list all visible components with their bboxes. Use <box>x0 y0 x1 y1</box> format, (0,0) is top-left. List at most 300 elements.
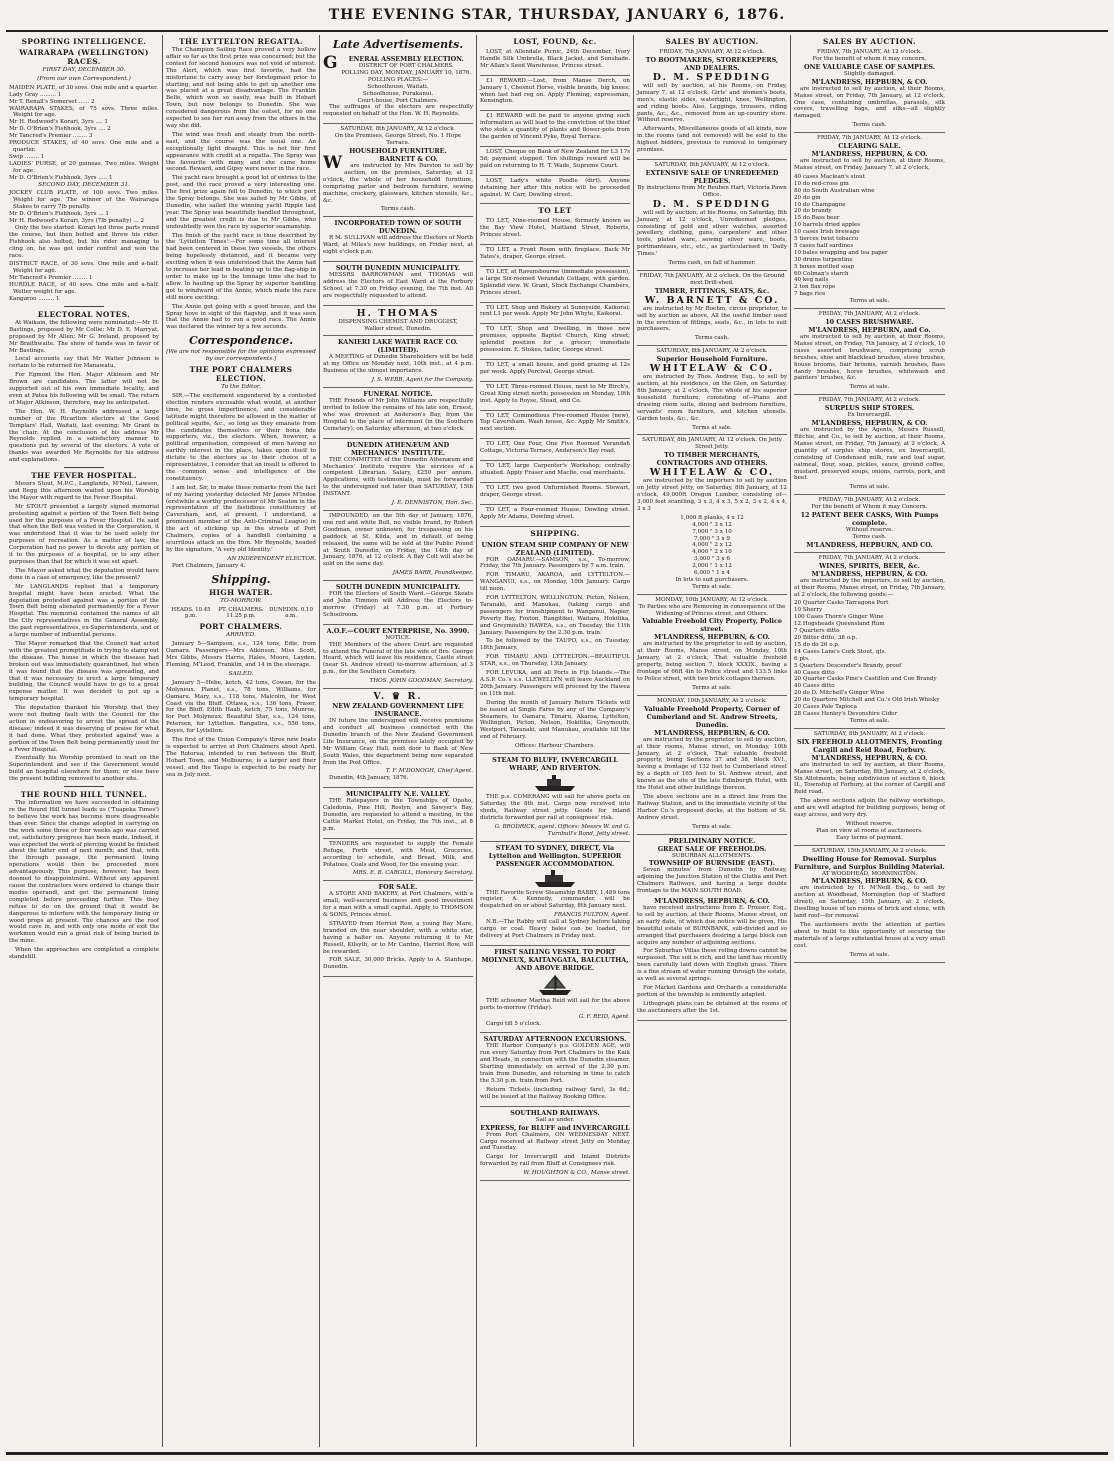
ad-body: Cargo for Invercargill and Inland Districts forwarded by rail from Bluff at Consignees risk. <box>480 1154 630 1168</box>
ad-title: SOUTHLAND RAILWAYS. <box>510 1108 600 1117</box>
steamship-icon <box>533 870 577 888</box>
ad-sub: POLLING DAY, MONDAY, JANUARY 10, 1876. <box>341 69 472 76</box>
divider <box>64 306 104 307</box>
ad-sub: To Parties who are Removing in consequence of the Widening of Princes street, and Others. <box>638 603 786 617</box>
ad-title: SOUTH DUNEDIN MUNICIPALITY. <box>335 264 461 273</box>
ad-name: WHITELAW & CO. <box>649 467 775 479</box>
ad-body: Afterwards, Miscellaneous goods of all kinds, now in the rooms (and not removed) will be sold to the highest bidders, previous to removal to temporary premises. <box>637 126 787 154</box>
ad-title: SOUTH DUNEDIN MUNICIPALITY. <box>335 583 461 592</box>
ad-body: R M. SULLIVAN will address the Electors of North Ward, at Miles's new buildings, on Friday next, at eight o'clock p.m. <box>323 235 473 256</box>
ad-excursions <box>480 1033 630 1106</box>
ad-name: M'LANDRESS, HEPBURN, & CO. <box>811 150 928 159</box>
ad-to-let <box>480 303 630 325</box>
ad-sub: By instructions from Mr Reuben Hart, Victoria Pawn Office. <box>637 184 787 198</box>
ad-signature: W. HOUGHTON & CO., Manse street. <box>523 1170 630 1177</box>
ad-body: MESSRS BARROWMAN and THOMAS will address the Electors of East Ward at the Forbury School, at 7.30 on Friday evening, the 7th inst. All are respectfully requested to attend. <box>323 272 473 299</box>
ad-body: are instructed by the proprietor to sell by auction, at their rooms, Manse street, on Monday, 10th January, at 2 o'clock, That valuable freehold property, being Sections 37 and 38, block XVI., having a frontage of 132 feet to Cumberland street by a depth of 165 feet to St. Andrew street, and known as the site of the late Edinburgh Hotel, with the Hotel and other buildings thereon. <box>637 736 787 792</box>
list-item: 3,000 " 3 x 6 <box>694 556 730 563</box>
ad-ne-valley <box>323 788 473 839</box>
ad-title: EXTENSIVE SALE OF UNREDEEMED PLEDGES. <box>645 168 779 185</box>
list-item: 4,000 " 2 x 10 <box>692 549 732 556</box>
ad-body: TO LET, a small house, and good grazing at 12s per week. Apply Percival, George street. <box>480 362 630 375</box>
ad-body: will sell by auction, at his Rooms, on Friday, January 7, at 12 o'clock, Girls' and women's boots, men's, elastic sides, watertight, knee, Wellington, and riding boots. Also, Leggings, trousers, riding pants, &c., &c., removed from an up-country store. Without reserve. <box>637 82 787 124</box>
ad-title: HOUSEHOLD FURNITURE. <box>349 146 447 155</box>
to-editor: To the Editor. <box>221 384 261 391</box>
article-paragraph: The Champion Sailing Race proved a very hollow affair so far as the first prize was concerned; but the contest for second honours was not void of interest. The Alert, which was first favorite, had the misfortune to carry away her foretopmast prior to starting, and not being able to get up another one was placed at a great disadvantage. The Franklin Belle, which won so easily, was built in Hobart Town, but now belongs to Dunedin. She was considered dangerous from the outset, for no one expected to see her run away from the others in the way she did. <box>166 47 316 129</box>
ad-body: The auctioneers invite the attention of parties about to build to this opportunity of securing the materials of a large substantial house at a very small cost. <box>794 922 945 949</box>
ad-name: M'LANDRESS, HEPBURN, & CO. <box>811 569 928 578</box>
race-title: JOCKEY CLUB PLATE, of 100 sovs. Two miles. Weight for age. The winner of the Wairarapa Stakes to carry 7lb penalty. <box>9 190 159 211</box>
ad-body: are instructed by Mr Boehm, circus proprietor, to sell by auction as above, All the useful timber used in the erection of fittings, seats, &c., in lots to suit purchasers. <box>637 305 787 333</box>
article-paragraph: The information we have succeeded in obtaining re the Round Hill tunnel leads us ('Tuapeka Times') to believe the work has become more disagreeable than ever. Since the change adopted in carrying on the work some three or four weeks ago was carried out, satisfactory progress has been made. Indeed, it was expected the work of piercing would be finished about the latter end of next month; and that, with the through passage, the permanent lining operations would then be proceeded more advantageously. This purpose, however, has been doomed to disappointment. Without any apparent cause the contractors were ordered to change their modus operandi, and get the permanent lining completed before proceeding further. This they refuse to do on the ground that it would be dangerous to interfere with the temporary lining or wood props at present. The chances are the roof would cave in, and with only one mode of exit the workmen would run a great risk of being buried in the mine. <box>9 800 159 945</box>
list-item: 30 drums turpentine <box>794 256 853 263</box>
race-result: Mr D. O'Brien's Fishhook, 3yrs ... 1 <box>9 211 109 218</box>
ad-name: M'LANDRESS, HEPBURN, and Co. <box>808 326 931 334</box>
races-day1: FIRST DAY, DECEMBER 30. <box>42 67 126 73</box>
ad-date: Dunedin, 4th January, 1876. <box>329 775 409 782</box>
race-result: Mr D. O'Brien's Fishhook, 3yrs ..... 1 <box>9 174 113 181</box>
ad-sub: For the benefit of whom it may concern. <box>812 55 927 62</box>
ad-sub: Without reserve. <box>845 820 894 827</box>
ad-terms: Terms at sale. <box>849 717 890 724</box>
electoral-heading: ELECTORAL NOTES. <box>37 309 131 319</box>
article-paragraph: The Mayor remarked that the Council had acted with the greatest promptitude in trying to stamp out the disease. The house in which the disease had broken out was immediately quarantined, but when it was found that the disease was spreading, and that it was necessary to erect a large temporary building, the Council would have to go to a great expense matter. It was decided to put up a temporary hospital. <box>9 640 159 703</box>
list-item: 10 cases Irish brewage <box>794 229 860 236</box>
list-item: 80 do South Australian wine <box>794 187 875 194</box>
ad-body: FOR OAMARU.—SAMSON, s.s., To-morrow, Friday, the 7th January. Passengers by 7 a.m. train. <box>480 556 630 570</box>
sailed-text: January 5—Hebe, ketch, 42 tons, Cowan, for the Molyneux. Planet, s.s., 78 tons, Williams, for Oamaru. Mary, s.s., 118 tons, Malcolm, for West Coast via the Bluff. Ottawa, s.s., 136 tons, Fraser, for the Bluff. Edith Haab, ketch, 75 tons, Munroe, for Port Molyneux. Beautiful Star, s.s., 124 tons, Petersen, for Lyttelton. Rangatira, s.s., 556 tons, Boyes, for Lyttelton. <box>166 679 316 735</box>
ad-body: TO LET, Commodious Five-roomed House (new), Top Caversham. Wash house, &c. Apply Mr Smith's, next section. <box>480 412 630 433</box>
article-paragraph: The Mayor asked what the deputation would have done in a case of emergency, like the present? <box>9 567 159 581</box>
ad-wines-spirits <box>794 553 945 729</box>
polling-place: Court-house, Port Chalmers. <box>357 97 439 104</box>
ad-name: M'LANDRESS, HEPBURN, & CO. <box>654 633 770 642</box>
ad-body: will sell by auction, at his Rooms, on Saturday, 8th January, at 12 o'clock, Unredeemed pledges, consisting of gold and silver watches, assorted jewellery, clothing, guns, carpenters' and other tools, plated ware, sewing silver ware, boots, portmanteaus, etc., etc., as particularised in 'Daily Times.' <box>637 209 787 258</box>
ad-body: The above sections adjoin the railway workshops, and are well adapted for building purposes, being of easy access, and very dry. <box>794 798 945 819</box>
ad-name: D. M. SPEDDING <box>652 198 772 210</box>
list-item: 4,000 " 3 x 12 <box>692 521 732 528</box>
ad-body: are instructed to sell by auction, at their Rooms, Manse street, on Saturday, 8th January, at 2 o'clock, Six Allotments, being subdivision of section 6, block II., Township of Forbury, at the corner of Cargill and Reid road. <box>794 761 945 796</box>
ad-date: FRIDAY, 7th JANUARY, At 2 o'clock. <box>818 311 921 318</box>
list-item: 40 Cases ditto <box>794 669 835 676</box>
ad-title: FUNERAL NOTICE. <box>363 390 433 399</box>
ad-body: THE Members of the above Court are requested to attend the Funeral of the late wife of Bro. George Heard, which will leave his residence, Castle street (near St. Andrew street) to-morrow afternoon, at 3 p.m., for the Southern Cemetery. <box>323 641 473 676</box>
shipping-note: The first of the Union Company's three new boats is expected to arrive at Port Chalmers about April. The Rotorua, intended to run between the Bluff, Hobart Town, and Melbourne, is a larger and finer vessel, and the Taupo is expected to be ready for sea in July next. <box>166 737 316 778</box>
ad-body: are instructed to sell by auction, at their Rooms, Manse street, on Friday, 7th January, at 12 o'clock, One case, containing umbrellas, parasols, silk covers, travelling bags, and silks—all slightly damaged. <box>794 85 945 120</box>
ad-terms: Terms at sale. <box>692 583 732 590</box>
ad-date: SATURDAY, 8th JANUARY, At 12 o'clock. <box>654 161 770 168</box>
ad-steam-sydney <box>480 842 630 946</box>
ad-body: LOST, Cheque on Bank of New Zealand for L3 17s 5d; payment stopped. Ten shillings reward will be paid on returning to H. T. Wade, Supreme Court. <box>480 148 630 169</box>
ad-signature: J. S. WEBB, Agent for the Company. <box>371 377 473 384</box>
ad-title: TOWNSHIP OF BURNSIDE (EAST). <box>648 859 776 868</box>
ad-date: FRIDAY, 7th JANUARY, At 2 o'clock. <box>818 397 921 404</box>
list-item: 5 boxes mottled soap <box>794 263 855 270</box>
arrived-heading: ARRIVED. <box>226 632 256 639</box>
list-item: 7 bags rice <box>794 291 826 298</box>
list-item: 1,000 ft planks, 4 x 12 <box>680 514 744 521</box>
ad-southland-railways <box>480 1107 630 1181</box>
race-result: Mr T. Renall's Somerset ...... 2 <box>9 98 95 105</box>
ad-body: FOR LYTTELTON, WELLINGTON, Picton, Nelson, Taranaki, and Manukau, (taking cargo and passengers for transhipment to Wanganui, Napier, Poverty Bay, Foxton, Rangitikei, Waitara, Hokitika, and Greymouth) HAWEA, s.s., on Tuesday, the 11th January. Passengers by the 2.30 p.m. train. <box>480 595 630 636</box>
ad-body: TO LET, One Four, One Five Roomed Verandah Cottage, Victoria Terrace, Anderson's Bay road. <box>480 441 630 455</box>
ad-to-let <box>480 439 630 461</box>
ad-body: are instructed to sell by auction, at their Rooms, Manse street, on Friday, January 7, at 2 o'clock, <box>794 158 945 171</box>
ad-date: SATURDAY, 8th JANUARY, At 2 o'clock. <box>656 348 768 355</box>
ad-body: From Port Chalmers, ON WEDNESDAY NEXT. Cargo received at Railway street Jetty on Monday and Tuesday. <box>480 1131 630 1152</box>
port-chalmers-heading: PORT CHALMERS. <box>199 622 283 632</box>
correspondence-note: [We are not responsible for the opinions expressed by our correspondents.] <box>166 349 316 363</box>
divider <box>64 467 104 468</box>
ad-body: are instructed by Mrs Burston to sell by auction, on the premises, Saturday, at 12 o'clock, the whole of her household furniture, comprising parlor and bedroom furniture, sewing machine, crockery, glassware, kitchen utensils, &c., &c. <box>323 162 473 204</box>
regatta-heading: THE LYTTELTON REGATTA. <box>179 37 303 46</box>
ad-terms: Terms at sale. <box>849 384 890 391</box>
ad-ship-stores <box>794 395 945 495</box>
ad-date: MONDAY, 10th JANUARY, At 2 o'clock. <box>657 697 767 704</box>
ad-terms: Terms at sale. <box>849 951 890 958</box>
list-item: 20 Quarter Casks Pine's Castillon and Coe Brandy <box>794 676 937 683</box>
ad-title: EXPRESS, for BLUFF and INVERCARGILL <box>480 1123 630 1132</box>
article-paragraph: Local accounts say that Mr Walter Johnson is certain to be returned for Manawatu. <box>9 356 159 370</box>
ad-for-sale <box>323 881 473 977</box>
ad-lost <box>480 176 630 205</box>
ad-title: STEAM TO SYDNEY, DIRECT, Via Lyttelton and Wellington. SUPERIOR PASSENGER ACCOMMODATION. <box>488 843 622 868</box>
ad-body: THE Friends of Mr John Williams are respectfully invited to follow the remains of his late son, Ernest, who was drowned at Anderson's Bay, from the Hospital to the place of interment (in the Southern Cemetery), on Saturday afternoon, at two o'clock. <box>323 398 473 432</box>
high-water-dunedin: DUNEDIN. 0.10 a.m. <box>269 606 313 620</box>
race-result: Mr H. Redwood's Korari, 3yrs .... 1 <box>9 119 108 126</box>
column-4 <box>477 35 634 1447</box>
high-water-table <box>166 607 316 621</box>
ad-to-let <box>480 382 630 411</box>
ad-signature: MRS. E. B. CARGILL, Honorary Secretary. <box>352 870 473 877</box>
list-item: 10 Sherry <box>794 607 823 614</box>
ad-sub: Offices: Harbour Chambers. <box>515 743 595 750</box>
ad-body: For Suburban Villas these rolling downs cannot be surpassed. The soil is rich, and the land has recently been carefully laid down with English grass. There is a fine stream of water running through the estate, as well as several springs. <box>637 948 787 983</box>
list-item: 4,000 " 2 x 12 <box>692 542 732 549</box>
masthead: THE EVENING STAR, THURSDAY, JANUARY 6, 1876. <box>328 7 786 23</box>
ad-woodhead <box>794 846 945 963</box>
ad-name: M'LANDRESS, HEPBURN, & CO. <box>811 753 928 762</box>
article-paragraph: The wind was fresh and steady from the north-east, and the course was the usual one. An exceptionally light draught. This is not her first appearance with credit at a regatta. The Spray was the favourite with many, and she came home second. Reward, and Gipsy were never in the race. <box>166 131 316 173</box>
article-paragraph: Mr STOUT presented a largely signed memorial protesting against a portion of the Town Belt being used for the purposes of a Fever Hospital. He said that when the Belt was vested in the Corporation, it was understood that it was to be used solely for purposes of recreation. As a matter of law, the Corporation had no power to devote any portion of it to the purposes of a hospital, or to any other purposes than that for which it was set apart. <box>9 503 159 565</box>
sailed-heading: SAILED. <box>228 670 254 677</box>
races-heading: WAIRARAPA (WELLINGTON) RACES. <box>19 48 149 66</box>
ad-forbury-allotments <box>794 729 945 846</box>
ad-lost <box>480 47 630 76</box>
list-item: 14 Cases Lane's Cork Stout, qts. <box>794 648 887 655</box>
arrived-text: January 5—Sampson, s.s., 124 tons, Edie, from Oamaru. Passengers—Mrs Atkinson, Miss Scott, Mrs Gibbs, Messrs Harris, Hales, Moore, Layden, Fleming, M'Leod, Franklin, and 14 in the steerage. <box>166 641 316 668</box>
ad-household-furniture <box>323 124 473 217</box>
ad-signature: T. F. M'DONOGH, Chief Agent. <box>385 768 473 775</box>
ad-name: M'LANDRESS, HEPBURN, & CO. <box>654 897 770 906</box>
column-3 <box>320 35 477 1447</box>
ad-body: FOR TIMARU AND LYTTELTON.—BEAUTIFUL STAR, s.s., on Thursday, 13th January. <box>480 654 630 668</box>
ad-title: Superior Household Furniture. <box>656 355 768 364</box>
ad-body: TENDERS are requested to supply the Female Refuge, Forth street, with Meat, Groceries, according to schedule, and Bread, Milk, and Potatoes, Coals and Wood, for the ensuing year. <box>323 840 473 868</box>
ad-date: FRIDAY, 7th JANUARY, At 2 o'clock. On the Ground next Drill-shed. <box>639 272 785 286</box>
ad-athenaeum <box>323 439 473 511</box>
ad-body: THE Harbor Company's p.s. GOLDEN AGE, will run every Saturday from Port Chalmers to the Kaik and Heads, in connection with the Dunedin steamer. Starting immediately on arrival of the 2.30 p.m. train from Dunedin, and returning in time to catch the 5.30 p.m. train from Port. <box>480 1043 630 1084</box>
ad-date: SATURDAY, 15th JANUARY, At 2 o'clock. <box>812 847 927 854</box>
ad-south-dunedin <box>323 217 473 262</box>
ad-to-let <box>480 267 630 303</box>
sailing-ship-icon <box>537 974 573 996</box>
ad-signature: FRANCIS FULTON, Agent. <box>554 912 630 919</box>
ad-body: TO LET, Three-roomed House, next to Mr Birch's, Great King street north; possession on Monday, 10th inst. Apply to Royse, Stead, and Co. <box>480 383 630 404</box>
ad-title: Valuable Freehold City Property, Police street. <box>642 617 782 634</box>
ad-to-let <box>480 216 630 245</box>
ad-signature: G. BRODRICK, agent. Offices: Messrs W. and G. Turnbull's Bond, Jetty street. <box>494 823 630 837</box>
ad-impounded <box>323 511 473 581</box>
article-paragraph: The yacht race brought a good lot of entries to the post, and the race proved a very interesting one. The first prize again fell to Dunedin, to which port the Spray belongs. She was sailed by Mr Gibbs, of Dunedin, who sailed the winning yacht Ripple last year. The Spray was beautifully handled throughout, and the greatest credit is due to Mr Gibbs, who undoubtedly won the race by superior seamanship. <box>166 175 316 230</box>
fever-heading: THE FEVER HOSPITAL. <box>31 471 137 481</box>
ad-to-let <box>480 360 630 382</box>
list-item: 10 do Champagne <box>794 201 846 208</box>
ad-body: FOR the Electors of South Ward.—George Skeats and John Timmon will Address the Electors to-morrow (Friday) at 7.30 p.m. at Forbury Schoolroom. <box>323 591 473 618</box>
ad-body: TO LET, a Front Room with fireplace. Back Mr Yates's, draper, George street. <box>480 247 630 261</box>
race-title: HURDLE RACE, of 40 sovs. One mile and a-half. Welter weight for age. <box>9 282 159 296</box>
ad-terms: Terms cash. <box>852 122 887 129</box>
ad-body: During the month of January Return Tickets will be issued at Single Fares by any of the Company's Steamers, to Oamaru, Timaru, Akaroa, Lyttelton, Wellington, Picton, Nelson, Hokitika, Greymouth, Westport, Taranaki, and Manukau, available till the end of February. <box>480 699 630 741</box>
ad-sub: Cargo till 5 o'clock. <box>486 1020 542 1027</box>
ad-body: To be followed by the TAUPO, s.s., on Tuesday, 18th January. <box>480 638 630 652</box>
ad-sub: NOTICE. <box>385 634 411 641</box>
ad-sub: Slightly damaged. <box>843 70 896 77</box>
vr-monogram: V. ♛ R. <box>373 691 423 703</box>
race-title: WAIRARAPA STAKES, of 75 sovs. Three miles. Weight for age. <box>9 105 159 119</box>
masthead-rule <box>6 30 1108 32</box>
ad-date: SATURDAY, 8th JANUARY, At 12 o'clock. On Jetty Street Jetty. <box>642 437 782 451</box>
race-title: MAIDEN PLATE, of 30 sovs. One mile and a quarter. <box>9 84 158 91</box>
ad-date: FRIDAY, 7th JANUARY, At 12 o'clock. <box>659 49 765 55</box>
column-1 <box>6 35 163 1447</box>
race-result: Mr Tancred's Premier ........ 3 <box>9 133 93 140</box>
ad-funeral <box>323 388 473 439</box>
ad-terms: Terms cash. <box>695 335 729 342</box>
sales-heading: SALES BY AUCTION. <box>665 37 759 46</box>
pc-election-heading: THE PORT CHALMERS ELECTION. <box>189 365 293 384</box>
ad-body: THE p.s. COMERANG will sail for above ports on Saturday, the 8th inst. Cargo now received into sheds, Railway street jetty. Goods for inland districts forwarded per rail at consignees' risk. <box>480 794 630 821</box>
ad-title: CLEARING SALE. <box>838 142 901 151</box>
list-item: 20 do gin <box>794 194 821 201</box>
ad-title: UNION STEAM SHIP COMPANY OF NEW ZEALAND (LIMITED). <box>481 540 629 557</box>
list-item: 40 cases Maclean's stout <box>794 173 865 180</box>
ad-body: IMPOUNDED, on the 5th day of January, 1876, one red and white Bull, no visible brand, by Robert Goodman, owner unknown, for trespassing on his paddock at St. Kilda, and in default of being released, the same will be sold at the Public Pound at South Dunedin, on Friday, the 14th day of January, 1876, at 12 o'clock. A Bay Colt will also be sold on the same day. <box>323 512 473 568</box>
ad-body: are instructed by the proprietor to sell by auction, at their Rooms, Manse street, on Monday, 10th January, at 2 o'clock, That valuable freehold property, being section 7, block XXXIX., having a frontage of 66ft 4in to Police street and 133.5 links to Police street, with two brick cottages thereon. <box>637 641 787 682</box>
high-water-heads: HEADS. 10.45 p.m. <box>171 606 211 620</box>
ad-body: THE Favorite Screw Steamship RABBY, 1,489 tons register, A. Kennedy, commander, will be despatched on or about Saturday, 8th January next. <box>480 889 630 910</box>
race-note: Only the two started. Korari led three parts round the course, but then bolted and threw his rider. Fishhook also bolted, but his rider managing to cling on, he was got under control and won the race. <box>9 224 159 259</box>
ad-date: FRIDAY, 7th JANUARY, At 2 o'clock. <box>818 497 921 504</box>
ad-body: For Market Gardens and Orchards a considerable portion of the township is eminently adapted. <box>637 985 787 998</box>
column-5 <box>634 35 791 1447</box>
ad-name: W. BARNETT & CO. <box>644 294 780 306</box>
article-paragraph: When the approaches are completed a complete standstill. <box>9 947 159 961</box>
ad-body: TO LET, Shop and Bakery at Sunnyside, Kaikorai; rent L1 per week. Apply Mr John Whyte, Kaikorai. <box>480 304 630 318</box>
ad-body: Seven minutes' from Dunedin by Railway, adjoining the Junction Station of the Clutha and Port Chalmers Railways, and having a large double frontage to the MAIN SOUTH ROAD. <box>637 867 787 895</box>
race-result: Swip ........ 1 <box>9 153 45 160</box>
ad-sub: In lots to suit purchasers. <box>675 576 749 583</box>
ad-to-let <box>480 245 630 267</box>
article-paragraph: The Hon. W. H. Reynolds addressed a large number of the Ricarlton electors at the Good Templars' Hall, Waitati, last evening; Mr Grant in the chair. At the conclusion of his address Mr Reynolds replied in a satisfactory manner to questions put by several of the electors. A vote of thanks was awarded Mr Reynolds for his address and explanations. <box>9 408 159 464</box>
ad-date: FRIDAY, 7th JANUARY, At 2 o'clock. <box>818 554 921 561</box>
race-title: PRODUCE STAKES, of 40 sovs. One mile and a quarter. <box>9 140 159 153</box>
ad-title: TIMBER, FITTINGS, SEATS, &c. <box>654 286 770 295</box>
race-title: DISTRICT RACE, of 30 sovs. One mile and a-half. Weight for age. <box>9 261 159 275</box>
bottom-rule <box>6 1452 1108 1455</box>
article-paragraph: For Egmont the Hon. Major Atkinson and Mr Brown are candidates. The latter will not be supported out of his own immediate locality, and even at Patea his following will be small. The return of Major Atkinson, therefore, may be anticipated. <box>9 372 159 406</box>
ad-body: have received instructions from E. Prosser, Esq., to sell by auction, at their Rooms, Manse street, on an early date, of which due notice will be given, His beautiful estate of BURNBANK, sub-divided and so arranged that purchasers desiring a large block can acquire any number of adjoining sections. <box>637 905 787 946</box>
sales-heading: SALES BY AUCTION. <box>823 37 916 46</box>
ad-body: THE COMMITTEE of the Dunedin Athenæum and Mechanics' Institute require the services of a competent Librarian. Salary, £250 per annum. Applications, with testimonials, must be forwarded to the undersigned not later than SATURDAY, 15th INSTANT. <box>323 456 473 498</box>
ad-police-street <box>637 595 787 696</box>
list-item: 40 keg nails <box>794 277 829 284</box>
ad-name: M'LANDRESS, HEPBURN, & CO. <box>811 877 928 886</box>
ad-body: are instructed by H. M'Neill Esq., to sell by auction at Woodhead, Mornington (top of Stafford street), on Saturday, 15th January, at 2 o'clock, Dwelling house of ten rooms of brick and stone, with land roof—for removal. <box>794 885 945 920</box>
correspondence-heading: Correspondence. <box>188 334 294 348</box>
list-item: 2 ton flax rope <box>794 284 836 291</box>
list-item: 20 do D. Mitchell's Ginger Wine <box>794 690 885 697</box>
column-2 <box>163 35 320 1447</box>
ad-body: £1 REWARD will be paid to anyone giving such information as will lead to the conviction of the thief who stole a quantity of plants and flower-pots from the garden of Vincent Pyke, Royal Terrace. <box>480 113 630 141</box>
lost-found-heading: LOST, FOUND, &c. <box>513 37 597 46</box>
ad-title: ENERAL ASSEMBLY ELECTION. <box>348 55 464 63</box>
ad-title: Dwelling House for Removal. Surplus Furniture, and Surplus Building Material. <box>794 854 945 871</box>
ad-body: N.B.—The Rabby will call at Sydney before taking cargo or coal. Heavy bales can be loaded, for delivery at Port Chalmers in Friday next. <box>480 919 630 939</box>
ad-body: are instructed by the importers, to sell by auction, at their Rooms, Manse street, on Friday, 7th January, at 2 o'clock, the following goods:— <box>794 577 945 598</box>
sporting-heading: SPORTING INTELLIGENCE. <box>21 37 147 46</box>
ad-body: IN future the undersigned will receive premiums and conduct all business connected with the Dunedin branch of the New Zealand Government Life Insurance, on the premises lately occupied by Mr William Gray Hall, next door to Bank of New South Wales, this department being now separated from the Post Office. <box>323 718 473 766</box>
ad-sub: SUBURBAN ALLOTMENTS. <box>671 852 753 859</box>
late-ads-heading: Late Advertisements. <box>332 38 464 51</box>
ad-steam-bluff <box>480 754 630 841</box>
ad-cumberland <box>637 696 787 835</box>
ad-body: A STORE AND BAKERY, at Port Chalmers, with a small, well-secured business and good investment for a man with a small capital. Apply to THOMSON & SONS, Princes street. <box>323 891 473 919</box>
ad-body: STRAYED from Herriot Row, a young Bay Mare, branded on the near shoulder, with a white star, having a halter on. Anyone returning it to Mr Russell, Kilsyth, or to Mr Cardno, Herriot Row, will be rewarded. <box>323 920 473 955</box>
ad-sub: AT WOODHEAD, MORNINGTON. <box>821 870 918 877</box>
races-correspondent: (From our own Correspondent.) <box>37 75 131 82</box>
list-item: 7 Quarters ditto <box>794 628 840 635</box>
ad-body: Lithograph plans can be obtained at the rooms of the auctioneers after the 1st. <box>637 1000 787 1014</box>
shipping-heading: Shipping. <box>211 572 271 586</box>
ad-body: THE schooner Martha Reid will sail for the above ports to-morrow (Friday). <box>480 997 630 1011</box>
ad-household <box>637 346 787 435</box>
dropcap-w: W <box>323 152 343 173</box>
race-result: Mr Tancred's Premier ........ 1 <box>9 275 93 282</box>
article-paragraph: The deputation thanked his Worship that they were not finding fault with the Council for the action in endeavoring to arrest the spread of the disease; indeed it was deserving of praise for what it had done. What they protested against was a portion of the Town Belt being permanently used for a Fever Hospital. <box>9 705 159 753</box>
ad-date: SATURDAY, 8th JANUARY, At 2 o'clock. <box>813 730 926 737</box>
ad-title: TO TIMBER MERCHANTS, CONTRACTORS AND OTHERS. <box>656 451 768 468</box>
ad-body: TO LET, large Carpenter's Workshop; centrally situated. Apply Fraser and Macfie, coal merchants. <box>480 463 630 476</box>
list-item: 15 do Bass beer <box>794 215 840 222</box>
list-item: 20 do brandy <box>794 208 832 215</box>
high-water-heading: HIGH WATER. <box>209 587 273 597</box>
letter-date: Port Chalmers, January 4. <box>172 562 246 569</box>
ad-beer-casks <box>794 495 945 553</box>
ad-body: Return Tickets (including railway fare), 3s 6d.; will be issued at the Railway Booking Office. <box>480 1086 630 1100</box>
ad-title: FOR SALE. <box>378 883 418 892</box>
ad-to-let <box>480 411 630 440</box>
ad-terms: Terms cash. <box>852 533 887 540</box>
ad-body: are instructed by the importers to sell by auction on Jetty street jetty, on Saturday, 8th January, at 12 o'clock, 49,000ft Oregon Lumber, consisting of—3,000 feet scantling, 3 x 3, 4 x 3, 5 x 2, 3 x 2, 4 x 4, 3 x 3 <box>637 478 787 512</box>
ad-date: FRIDAY, 7th JANUARY, At 12 o'clock. <box>817 135 922 142</box>
ad-body: are instructed by Thos. Andrew, Esq., to sell by auction, at his residence, on the Glen, on Saturday, 8th January, at 2 o'clock, The whole of his superior household furniture, consisting of—Piano and drawing room suite, dining and bedroom furniture, servants' room furniture, and kitchen utensils. Garden tools, &c., &c. <box>637 374 787 422</box>
list-item: 6,000 " 1 x 4 <box>694 570 730 577</box>
list-item: 5 cases half sardines <box>794 242 854 249</box>
ad-title: INCORPORATED TOWN OF SOUTH DUNEDIN. <box>334 219 462 236</box>
ad-sd-municipality-2 <box>323 581 473 625</box>
ad-tenders <box>323 839 473 882</box>
ad-signature: J. E. DENNISTON, Hon. Sec. <box>391 500 473 507</box>
ad-title: TO BOOTMAKERS, STOREKEEPERS, AND DEALERS. <box>645 55 779 72</box>
ad-sailing-vessel <box>480 946 630 1034</box>
ad-sub: For the benefit of Whom it may Concern. <box>811 504 928 511</box>
ad-name: M'LANDRESS, HEPBURN, & CO. <box>654 728 770 737</box>
ad-title: SURPLUS SHIP STORES. <box>824 404 915 413</box>
list-item: 20 Cases Pale Tapioca <box>794 704 857 711</box>
ad-to-let <box>480 483 630 505</box>
list-item: 12 Hogsheads Queensland Rum <box>794 621 885 628</box>
list-item: 7,000 " 3 x 9 <box>694 535 730 542</box>
article-paragraph: Eventually his Worship promised to wait on the Superintendent and see if the Government would build an hospital elsewhere for them; or else have the present building removed to another site. <box>9 755 159 783</box>
ad-body: The suffrages of the electors are respectfully requested on behalf of the Hon. W. H. Reynolds. <box>323 104 473 118</box>
ad-sub: Without reserve. <box>845 527 894 534</box>
ad-burnside <box>637 835 787 1021</box>
ad-body: TO LET, at Ravensbourne (immediate possession), a large Six-roomed Verandah Cottage, with garden. Splendid view. W. Grant, Stock Exchange Chambers, Princes street. <box>480 268 630 296</box>
list-item: 10 bales wrapping and tea paper <box>794 249 888 256</box>
ad-name: M'LANDRESS, HEPBURN, & CO. <box>811 77 928 86</box>
polling-place: Schoolhouse, Purakanui. <box>362 90 434 97</box>
ad-name: D. M. SPEDDING <box>652 71 772 83</box>
ad-body: are instructed by the Agents, Messrs Russell, Ritchie, and Co., to sell by auction, at their Rooms, Manse street, on Friday, 7th January, at 2 o'clock, A quantity of surplus ship stores, ex Invercargill, consisting of Condensed milk, raw and loaf sugar, oatmeal, flour, soap, pickles, sauce, ground coffee, mustard, preserved soups, onions, carrots, pork, and beef. <box>794 427 945 482</box>
ad-title: KANIERI LAKE WATER RACE CO. (LIMITED). <box>337 338 459 355</box>
ad-body: TO LET, Shop and Dwelling, in those new premises, opposite Baptist Church, King street; splendid position for a grocer; immediate possession. E. Stokes, tailor, George street. <box>480 326 630 354</box>
list-item: 10 barrels dried apples <box>794 222 861 229</box>
ad-body: TO LET, Nine-roomed House, formerly known as the Bay View Hotel, Maitland Street, Roberts, Princes street. <box>480 218 630 239</box>
ad-title: MUNICIPALITY N.E. VALLEY. <box>345 790 451 799</box>
ad-clearing-sale <box>794 133 945 309</box>
high-water-sub: TO-MORROW. <box>220 597 262 604</box>
steamship-icon <box>533 774 577 792</box>
ad-body: LOST, at Allendale Picnic, 24th December, Ivory Handle Silk Umbrella, Black Jacket, and Sunshade. Mr Allan's Seed Warehouse, Princes street. <box>480 49 630 69</box>
ad-sub: DISTRICT OF PORT CHALMERS. <box>358 63 454 69</box>
race-result: Lady Gray ......... 1 <box>9 91 62 98</box>
ad-title: FIRST SAILING VESSEL TO PORT MOLYNEUX, KAITANGATA, BALCLUTHA, AND ABOVE BRIDGE. <box>481 947 629 972</box>
ad-title: ONE VALUABLE CASE OF SAMPLES. <box>804 62 935 71</box>
ad-sub: Sail as under. <box>535 1116 575 1123</box>
ad-where: On the Premises, George Street, No. 1 Hope Terrace. <box>334 133 462 147</box>
letter-paragraph: I am led, Sir, to make these remarks from the fact of my having yesterday detected Mr James M'Indoe (erstwhile a worthy predecessor of Mr Seaton in the representation of the fastidious constituency of Caversham, and, at present, I understand, a prominent member of the Anti-Criminal League) in the act of sticking up in the streets of Port Chalmers, copies of a handbill containing a scurrilous attack on the Hon. Mr Reynolds, headed by the signature, 'A very old Identity.' <box>166 484 316 553</box>
article-paragraph: The finish of the yacht race is thus described by the 'Lyttelton Times':—For some time all interest had been centered in these two vessels, the others being hopelessly distanced, and it became very exciting when it was understood that the Annie had to increase her lead in beating up to the flag-ship in order to make up to the tonnage time she had to allow. In hauling up the Spray by superior handling got to windward of the Annie, which made the race still more exciting. <box>166 232 316 301</box>
ad-body: THE Ratepayers in the Townships of Opoho, Caledonia, Pine Hill, Roslyn, and Sawyer's Bay, Dunedin, are requested to attend a meeting, in the Cattle Market Hotel, on Friday, the 7th inst., at 8 p.m. <box>323 798 473 832</box>
race-result: Mr H. Redwood's Korari, 3yrs (7lb penalty) ... 2 <box>9 218 145 225</box>
ad-terms: Terms at sale. <box>849 298 890 305</box>
ad-to-let <box>480 505 630 527</box>
list-item: 28 Cases Henley's Devonshire Cider <box>794 710 898 717</box>
ad-lost <box>480 147 630 176</box>
list-item: 2,000 " 1 x 12 <box>692 563 732 570</box>
ad-terms: Terms at sale. <box>692 424 732 431</box>
races-day2: SECOND DAY, DECEMBER 31. <box>38 181 130 188</box>
ad-terms: Easy terms of payment. <box>836 834 903 841</box>
ad-body: TO LET, a Four-roomed House, Dowling street. Apply Mr Adams, Dowling street. <box>480 506 630 520</box>
article-paragraph: The Annie got going with a good breeze, and the Spray hove in sight of the flagship, and it was seen that the Annie had to run a good race. The Annie was declared the winner by a few seconds. <box>166 303 316 331</box>
list-item: 60 Colman's starch <box>794 270 849 277</box>
ad-brushware <box>794 309 945 395</box>
ad-lost <box>480 111 630 147</box>
ad-terms: Terms cash. <box>381 206 415 213</box>
ad-name: M'LANDRESS, HEPBURN, AND CO. <box>806 540 933 549</box>
